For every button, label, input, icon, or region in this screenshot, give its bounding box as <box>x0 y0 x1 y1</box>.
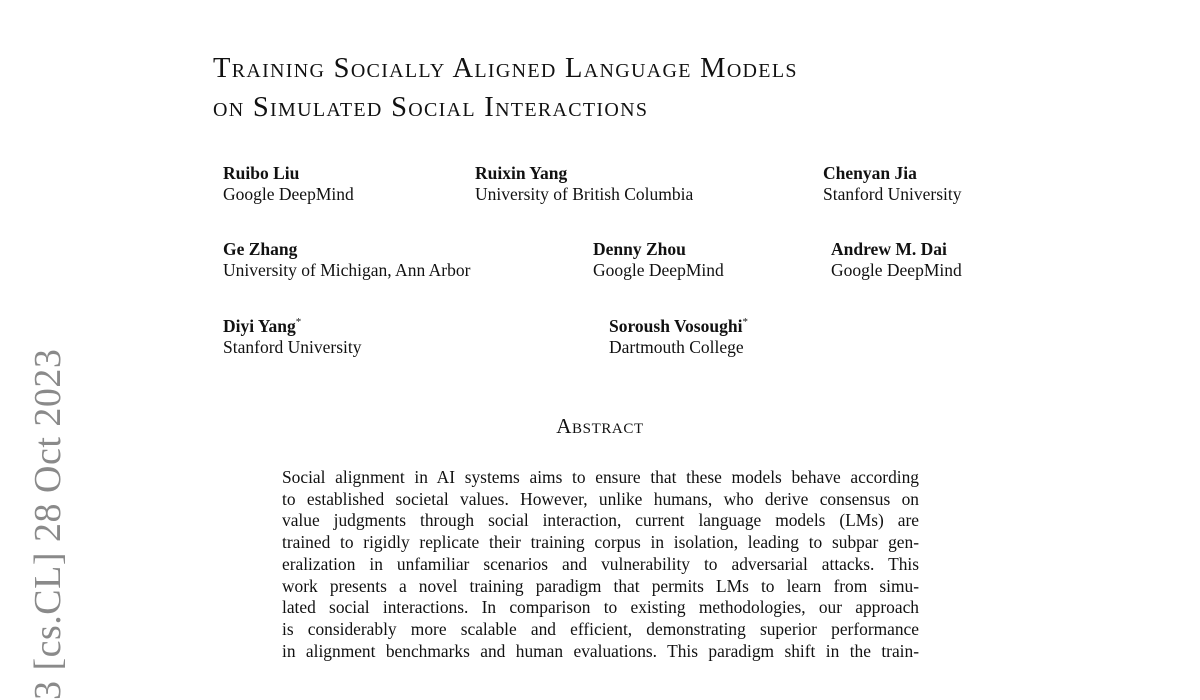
abstract-line: is considerably more scalable and efficient, demonstrating superior performance <box>282 618 919 639</box>
author-block-ruixin-yang <box>475 163 693 205</box>
abstract-line: trained to rigidly replicate their training corpus in isolation, leading to subpar gen- <box>282 532 919 553</box>
arxiv-identifier-stamp: 3 [cs.CL] 28 Oct 2023 <box>27 348 69 700</box>
abstract-line: to established societal values. However, unlike humans, who derive consensus on <box>282 488 919 509</box>
author-block-ruibo-liu <box>223 163 354 205</box>
author-name: Andrew M. Dai <box>831 239 947 259</box>
author-affiliation: Stanford University <box>823 184 962 204</box>
abstract-heading: Abstract <box>556 414 644 438</box>
author-affiliation: Stanford University <box>223 337 362 357</box>
author-block-denny-zhou <box>593 239 724 281</box>
author-affiliation: Dartmouth College <box>609 337 744 357</box>
abstract-body <box>282 467 919 662</box>
author-affiliation: Google DeepMind <box>831 260 962 280</box>
corresponding-mark: * <box>295 316 302 328</box>
author-name: Soroush Vosoughi* <box>609 316 748 336</box>
author-name: Denny Zhou <box>593 239 686 259</box>
author-block-andrew-dai <box>831 239 962 281</box>
corresponding-mark: * <box>742 316 748 328</box>
author-block-chenyan-jia <box>823 163 962 205</box>
abstract-line: lated social interactions. In comparison to existing methodologies, our approach <box>282 597 919 618</box>
abstract-line: eralization in unfamiliar scenarios and vulnerability to adversarial attacks. This <box>282 553 919 574</box>
abstract-line: in alignment benchmarks and human evaluations. This paradigm shift in the train- <box>282 640 919 661</box>
title-line-2: on Simulated Social Interactions <box>213 92 649 123</box>
author-name: Ge Zhang <box>223 239 298 259</box>
abstract-line: work presents a novel training paradigm that permits LMs to learn from simu- <box>282 575 919 596</box>
author-block-ge-zhang <box>223 239 470 281</box>
paper-title <box>213 49 798 127</box>
abstract-line: Social alignment in AI systems aims to ensure that these models behave according <box>282 467 919 487</box>
author-name: Ruibo Liu <box>223 163 300 183</box>
author-block-soroush-vosoughi <box>609 316 748 358</box>
author-affiliation: Google DeepMind <box>223 184 354 204</box>
author-affiliation: University of British Columbia <box>475 184 694 204</box>
author-affiliation: University of Michigan, Ann Arbor <box>223 260 471 280</box>
author-name: Chenyan Jia <box>823 163 917 183</box>
author-name: Ruixin Yang <box>475 163 568 183</box>
abstract-line: value judgments through social interaction, current language models (LMs) are <box>282 510 919 531</box>
author-affiliation: Google DeepMind <box>593 260 724 280</box>
author-name: Diyi Yang* <box>223 316 302 336</box>
title-line-1: Training Socially Aligned Language Models <box>213 53 798 84</box>
author-block-diyi-yang <box>223 316 362 358</box>
